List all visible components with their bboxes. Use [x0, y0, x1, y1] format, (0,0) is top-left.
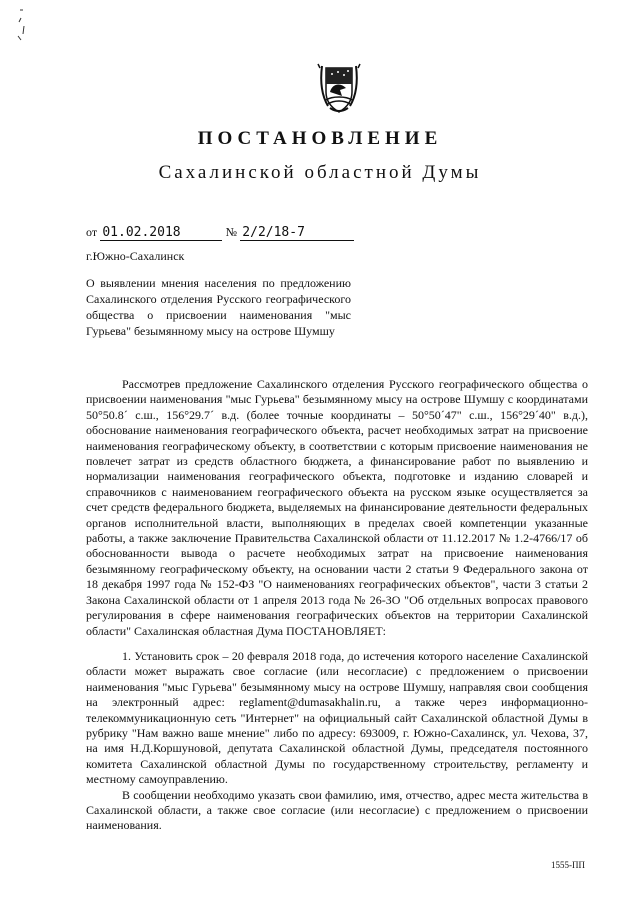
document-subtitle: Сахалинской областной Думы	[158, 162, 482, 183]
document-city: г.Южно-Сахалинск	[86, 249, 185, 263]
item-1-note-paragraph: В сообщении необходимо указать свои фамилию, имя, отчество, адрес места жительства в Сахалинской области, а также свое согласие (или несогласие) с предложением о присвоении наименования.	[86, 787, 588, 833]
document-title: ПОСТАНОВЛЕНИЕ	[197, 128, 443, 149]
coat-of-arms-icon	[316, 62, 362, 116]
preamble-paragraph: Рассмотрев предложение Сахалинского отделения Русского географического общества о присвоении наименования "мыс Гурьева" безымянному мысу на острове Шумшу с координатами 50°50.8´ с.ш., 156°29.7´ в.д. (более точные координаты – 50°50´47" с.ш., 156°29´40" в.д.), обоснование наименования географического объекта, расчет необходимых затрат на присвоение наименования географическому объекту, в соответствии с которым присвоение наименования не повлечет затрат из средств областного бюджета, а финансирование работ по выявлению и нормализации наименования географического объекта, подготовке и изданию словарей и справочников с наименованием географического объекта на русском языке осуществляется за счет средств федерального бюджета, выделяемых на финансирование деятельности федеральных органов исполнительной власти, выполняющих в пределах своей компетенции указанные работы, а также заключение Правительства Сахалинской области от 11.12.2017 № 1.2-4766/17 об обоснованности вывода о расчете необходимых затрат на присвоение наименования безымянному географическому объекту, на основании части 2 статьи 9 Федерального закона от 18 декабря 1997 года № 152-ФЗ "О наименованиях географических объектов", части 3 статьи 2 Закона Сахалинской области от 1 апреля 2013 года № 26-ЗО "Об отдельных вопросах правового регулирования в сфере наименования географических объектов на территории Сахалинской области" Сахалинская областная Дума ПОСТАНОВЛЯЕТ:	[86, 377, 588, 638]
document-date: 01.02.2018	[100, 225, 222, 241]
document-code: 1555-ПП	[551, 860, 585, 870]
margin-mark-icon	[14, 6, 34, 46]
document-subject: О выявлении мнения населения по предложению Сахалинского отделения Русского географического общества о присвоении наименования "мыс Гурьева" безымянному мысу на острове Шумшу	[86, 276, 351, 338]
item-1-paragraph: 1. Установить срок – 20 февраля 2018 года, до истечения которого население Сахалинской области может выражать свое согласие (или несогласие) с предложением о присвоении наименования "мыс Гурьева" безымянному мысу на острове Шумшу, направляя свои сообщения на электронный адрес: reglament@dumasakhalin.ru, а также через информационно-телекоммуникационную сеть "Интернет" на официальный сайт Сахалинской областной Думы в рубрику "Нам важно ваше мнение" либо по адресу: 693009, г. Южно-Сахалинск, ул. Чехова, 37, на имя Н.Д.Коршуновой, депутата Сахалинской областной Думы, председателя постоянного комитета Сахалинской областной Думы по государственному строительству, регламенту и местному самоуправлению.	[86, 648, 588, 787]
date-prefix: от	[86, 225, 98, 239]
document-body	[86, 377, 588, 834]
number-prefix: №	[225, 225, 238, 239]
document-number: 2/2/18-7	[240, 225, 354, 241]
document-meta	[86, 224, 354, 241]
